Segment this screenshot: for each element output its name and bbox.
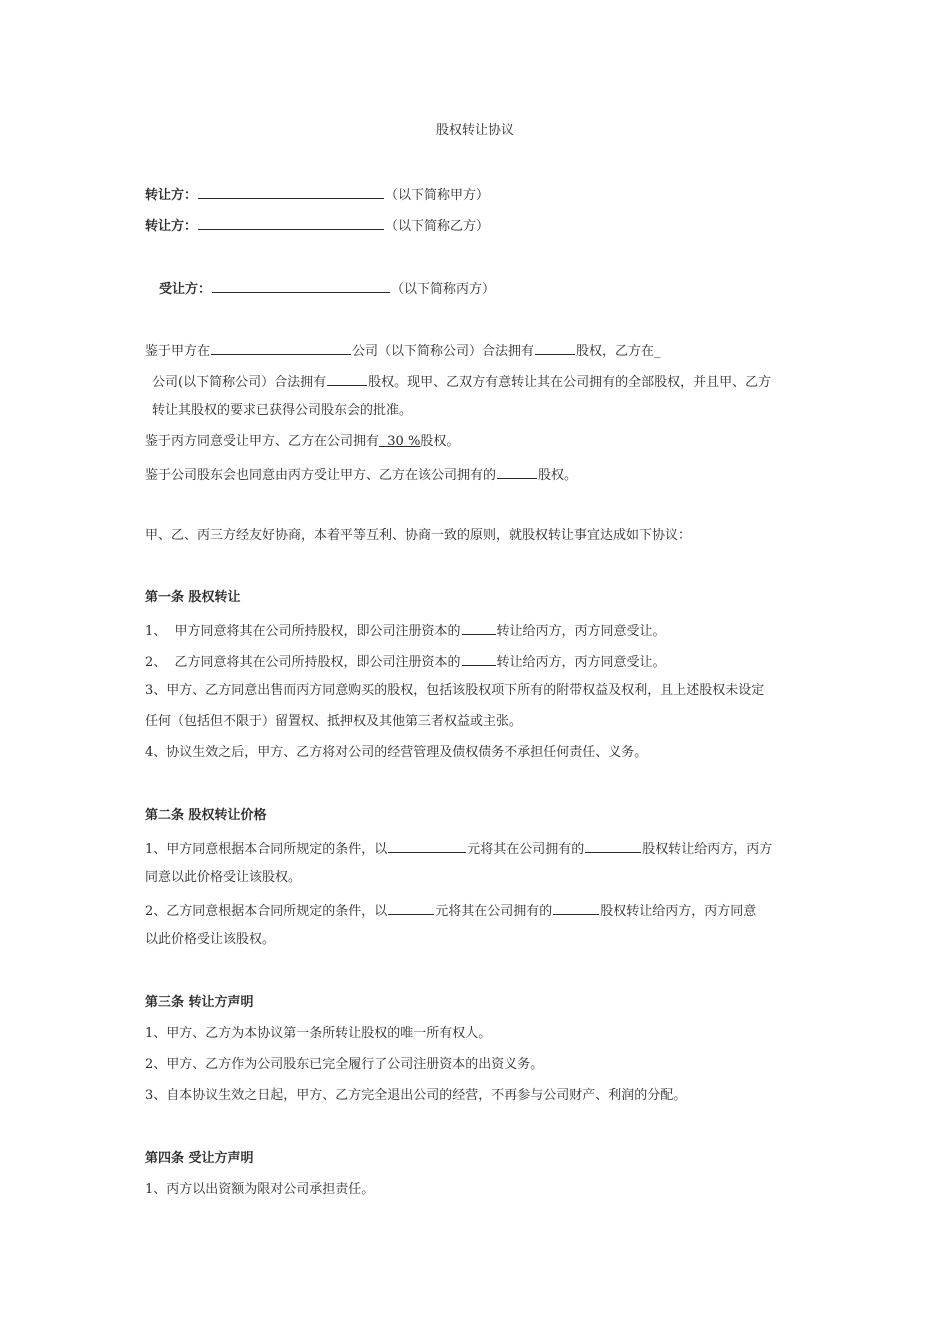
party-a-line: [145, 185, 489, 204]
capital-ratio-blank[interactable]: [462, 621, 496, 635]
article-1-item-1: [145, 621, 666, 640]
article-4-title: 第四条 受让方声明: [145, 1151, 254, 1166]
article-3-item-2: 2、甲方、乙方作为公司股东已完全履行了公司注册资本的出资义务。: [145, 1057, 544, 1072]
article-1-item-2: [145, 652, 666, 671]
article-1-item-3-line-2: 任何（包括但不限于）留置权、抵押权及其他第三者权益或主张。: [145, 714, 523, 729]
recital-1-line-3: 转让其股权的要求已获得公司股东会的批准。: [152, 403, 413, 418]
article-2-item-2-line-2: 以此价格受让该股权。: [145, 932, 276, 947]
party-b-blank[interactable]: [198, 216, 384, 230]
clause-text: 股权转让给丙方，丙方: [642, 842, 773, 857]
article-2-item-2-line-1: [145, 901, 756, 920]
recital-1-line-2: [152, 372, 771, 391]
recital-1-line-1: [145, 341, 661, 360]
party-b-line: [145, 216, 489, 235]
price-blank[interactable]: [388, 901, 434, 915]
recital-text: 股权，乙方在_: [576, 344, 661, 359]
document-title: 股权转让协议: [435, 123, 514, 138]
article-2-item-1-line-2: 同意以此价格受让该股权。: [145, 870, 302, 885]
party-b-suffix: （以下简称乙方）: [385, 219, 490, 234]
company-name-blank[interactable]: [211, 341, 351, 355]
percent-value: 30 %: [379, 434, 421, 449]
clause-text: 2、乙方同意根据本合同所规定的条件，以: [145, 904, 388, 919]
party-c-blank[interactable]: [212, 279, 390, 293]
share-blank[interactable]: [497, 465, 537, 479]
article-1-title: 第一条 股权转让: [145, 590, 241, 605]
article-4-item-1: 1、丙方以出资额为限对公司承担责任。: [145, 1182, 375, 1197]
price-blank[interactable]: [388, 839, 466, 853]
article-1-item-3-line-1: 3、甲方、乙方同意出售而丙方同意购买的股权，包括该股权项下所有的附带权益及权利，且上述股权未设定: [145, 683, 765, 698]
article-3-item-3: 3、自本协议生效之日起，甲方、乙方完全退出公司的经营，不再参与公司财产、利润的分配。: [145, 1088, 687, 1103]
article-3-title: 第三条 转让方声明: [145, 995, 254, 1010]
recital-3: [145, 465, 577, 484]
clause-text: 元将其在公司拥有的: [467, 842, 585, 857]
article-2-title: 第二条 股权转让价格: [145, 808, 267, 823]
clause-text: 转让给丙方，丙方同意受让。: [496, 624, 666, 639]
party-b-share-blank[interactable]: [327, 372, 367, 386]
clause-text: 元将其在公司拥有的: [435, 904, 553, 919]
recital-2: [145, 434, 459, 450]
share-blank[interactable]: [585, 839, 641, 853]
capital-ratio-blank[interactable]: [462, 652, 496, 666]
recital-text: 公司（以下简称公司）合法拥有: [352, 344, 535, 359]
preamble: 甲、乙、丙三方经友好协商，本着平等互利、协商一致的原则，就股权转让事宜达成如下协议：: [145, 528, 692, 543]
recital-text: 股权。: [420, 434, 460, 449]
recital-text: 公司(以下简称公司）合法拥有: [152, 375, 327, 390]
party-b-label: 转让方：: [145, 219, 198, 234]
share-blank[interactable]: [553, 901, 599, 915]
party-c-line: [159, 279, 495, 298]
party-c-suffix: （以下简称丙方）: [391, 282, 496, 297]
party-a-share-blank[interactable]: [535, 341, 575, 355]
party-a-suffix: （以下简称甲方）: [385, 188, 490, 203]
recital-text: 股权。: [538, 468, 578, 483]
recital-text: 鉴于丙方同意受让甲方、乙方在公司拥有: [145, 434, 380, 449]
clause-text: 2、 乙方同意将其在公司所持股权，即公司注册资本的: [145, 655, 461, 670]
clause-text: 转让给丙方，丙方同意受让。: [496, 655, 666, 670]
recital-text: 鉴于公司股东会也同意由丙方受让甲方、乙方在该公司拥有的: [145, 468, 497, 483]
clause-text: 1、甲方同意根据本合同所规定的条件，以: [145, 842, 388, 857]
clause-text: 1、 甲方同意将其在公司所持股权，即公司注册资本的: [145, 624, 461, 639]
recital-text: 股权。现甲、乙双方有意转让其在公司拥有的全部股权，并且甲、乙方: [368, 375, 772, 390]
recital-text: 鉴于甲方在: [145, 344, 211, 359]
article-1-item-4: 4、协议生效之后，甲方、乙方将对公司的经营管理及债权债务不承担任何责任、义务。: [145, 745, 648, 760]
clause-text: 股权转让给丙方，丙方同意: [600, 904, 757, 919]
party-c-label: 受让方：: [159, 282, 212, 297]
party-a-label: 转让方：: [145, 188, 198, 203]
article-2-item-1-line-1: [145, 839, 772, 858]
party-a-blank[interactable]: [198, 185, 384, 199]
article-3-item-1: 1、甲方、乙方为本协议第一条所转让股权的唯一所有权人。: [145, 1026, 492, 1041]
